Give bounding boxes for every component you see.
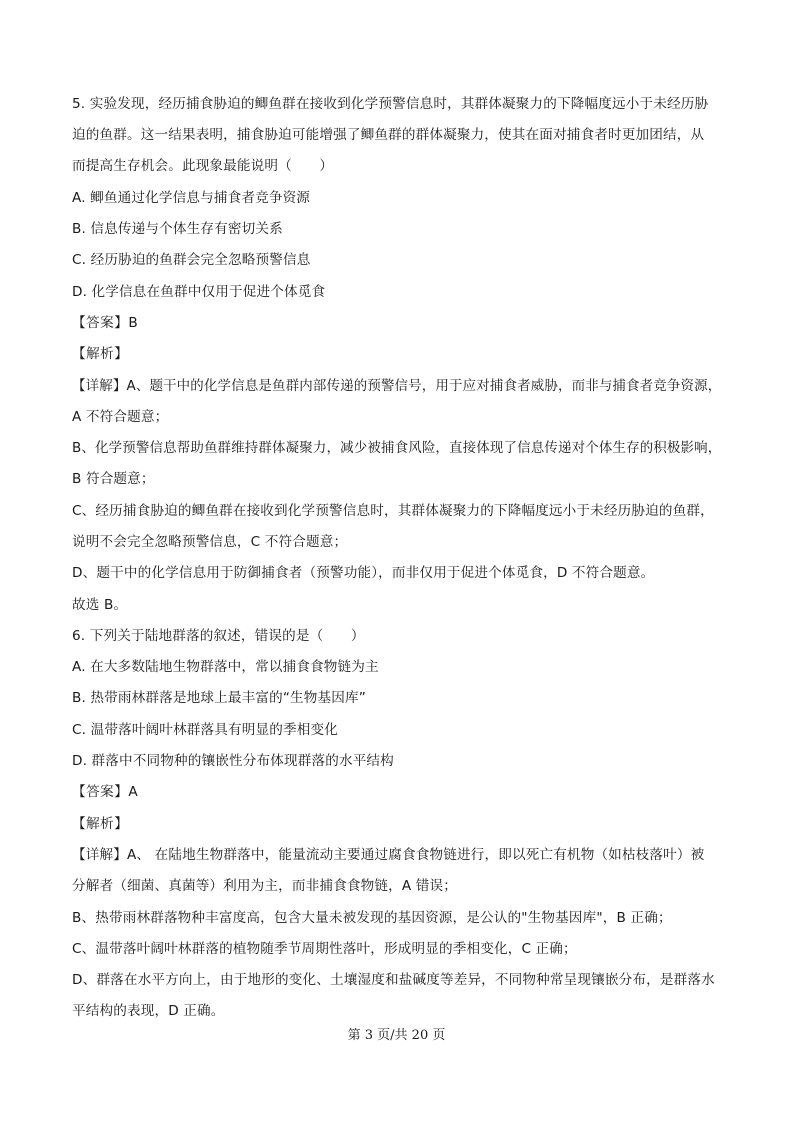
question-6-analysis-label: 【解析】 bbox=[72, 816, 129, 832]
question-5-detail-line-1: 【详解】A、题干中的化学信息是鱼群内部传递的预警信号，用于应对捕食者威胁，而非与捕食者竞争资源， bbox=[72, 378, 722, 394]
question-6-option-a: A. 在大多数陆地生物群落中，常以捕食食物链为主 bbox=[72, 659, 379, 675]
question-5-stem-line-1: 5. 实验发现，经历捕食胁迫的鲫鱼群在接收到化学预警信息时，其群体凝聚力的下降幅度远小于未经历胁 bbox=[72, 96, 709, 112]
question-5-detail-line-5: C、经历捕食胁迫的鲫鱼群在接收到化学预警信息时，其群体凝聚力的下降幅度远小于未经历胁迫的鱼群， bbox=[72, 503, 714, 519]
question-6-stem: 6. 下列关于陆地群落的叙述，错误的是（ ） bbox=[72, 628, 365, 644]
question-6-detail-line-4: C、温带落叶阔叶林群落的植物随季节周期性落叶，形成明显的季相变化，C 正确； bbox=[72, 941, 577, 957]
question-6-detail-line-1: 【详解】A、 在陆地生物群落中，能量流动主要通过腐食食物链进行，即以死亡有机物（如枯枝落叶）被 bbox=[72, 847, 705, 863]
page-number-footer: 第 3 页/共 20 页 bbox=[347, 1028, 446, 1043]
question-5-detail-line-6: 说明不会完全忽略预警信息，C 不符合题意； bbox=[72, 534, 348, 550]
question-5-detail-line-2: A 不符合题意； bbox=[72, 409, 169, 425]
question-5-detail-line-3: B、化学预警信息帮助鱼群维持群体凝聚力，减少被捕食风险，直接体现了信息传递对个体生存的积极影响， bbox=[72, 440, 722, 456]
question-5-option-d: D. 化学信息在鱼群中仅用于促进个体觅食 bbox=[72, 284, 326, 300]
question-6-option-d: D. 群落中不同物种的镶嵌性分布体现群落的水平结构 bbox=[72, 753, 394, 769]
question-5-option-a: A. 鲫鱼通过化学信息与捕食者竞争资源 bbox=[72, 190, 311, 206]
question-5-detail-line-4: B 符合题意； bbox=[72, 471, 155, 487]
question-6-answer: 【答案】A bbox=[72, 784, 139, 800]
question-5-conclusion: 故选 B。 bbox=[72, 597, 128, 613]
question-6-detail-line-2: 分解者（细菌、真菌等）利用为主，而非捕食食物链，A 错误； bbox=[72, 878, 457, 894]
question-5-option-c: C. 经历胁迫的鱼群会完全忽略预警信息 bbox=[72, 252, 311, 268]
question-5-stem-line-2: 迫的鱼群。这一结果表明，捕食胁迫可能增强了鲫鱼群的群体凝聚力，使其在面对捕食者时更加团结，从 bbox=[72, 127, 705, 143]
question-5-stem-line-3: 而提高生存机会。此现象最能说明（ ） bbox=[72, 158, 334, 174]
question-5-answer: 【答案】B bbox=[72, 315, 139, 331]
question-5-detail-line-7: D、题干中的化学信息用于防御捕食者（预警功能），而非仅用于促进个体觅食，D 不符合题意。 bbox=[72, 565, 655, 581]
question-6-detail-line-6: 平结构的表现，D 正确。 bbox=[72, 1003, 225, 1019]
question-6-detail-line-5: D、群落在水平方向上，由于地形的变化、土壤湿度和盐碱度等差异，不同物种常呈现镶嵌分布，是群落水 bbox=[72, 972, 715, 988]
question-5-analysis-label: 【解析】 bbox=[72, 346, 129, 362]
question-5-option-b: B. 信息传递与个体生存有密切关系 bbox=[72, 221, 283, 237]
question-6-option-c: C. 温带落叶阔叶林群落具有明显的季相变化 bbox=[72, 722, 338, 738]
question-6-detail-line-3: B、热带雨林群落物种丰富度高，包含大量未被发现的基因资源，是公认的"生物基因库"，B 正确； bbox=[72, 910, 672, 926]
question-6-option-b: B. 热带雨林群落是地球上最丰富的“生物基因库” bbox=[72, 690, 366, 706]
